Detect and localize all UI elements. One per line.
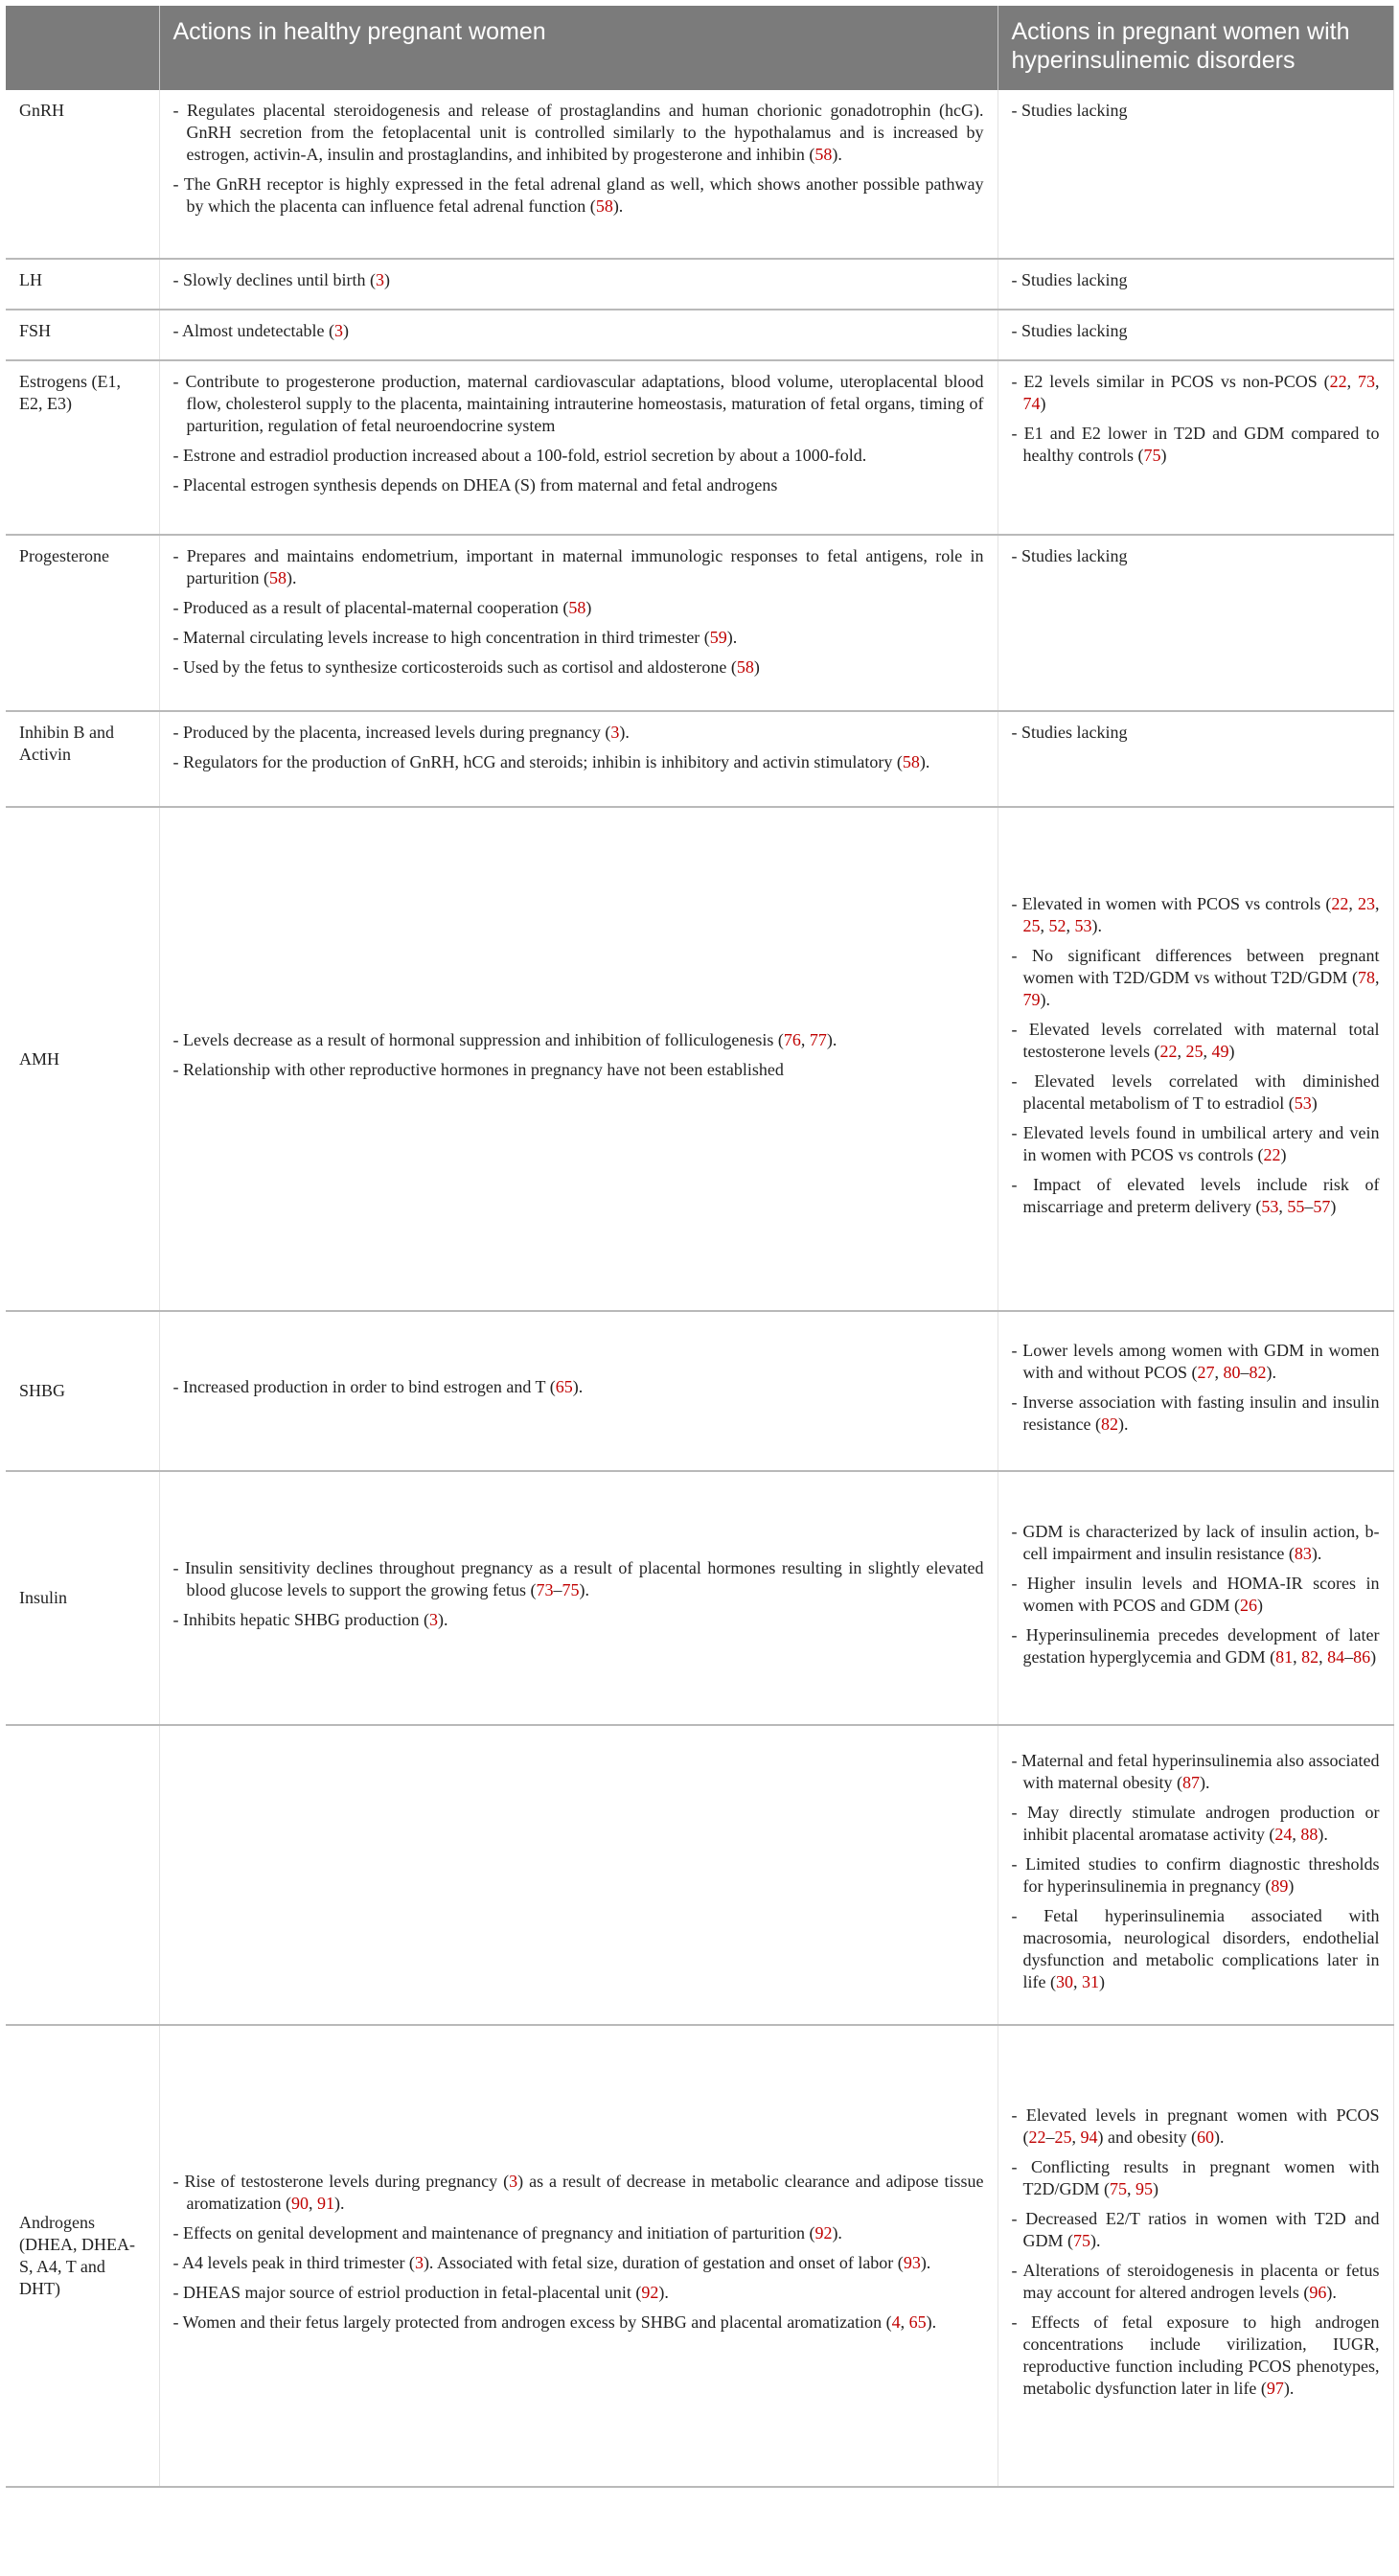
citation-link[interactable]: 81 [1275, 1646, 1294, 1667]
citation-link[interactable]: 3 [375, 270, 384, 289]
citation-link[interactable]: 90 [290, 2194, 309, 2213]
hyperinsulinemic-actions-cell [998, 1311, 1393, 1471]
citation-link[interactable]: 55 [1287, 1196, 1305, 1216]
table-row [6, 1311, 1393, 1471]
citation-link[interactable]: 58 [814, 145, 833, 164]
citation-link[interactable]: 58 [736, 657, 754, 677]
list-item: - Placental estrogen synthesis depends on DHEA (S) from maternal and fetal androgens [172, 475, 778, 494]
list-item: - May directly stimulate androgen production or inhibit placental aromatase activity (24, 88). [1011, 1802, 1380, 1844]
list-item: - Limited studies to confirm diagnostic thresholds for hyperinsulinemia in pregnancy (89) [1011, 1853, 1380, 1896]
citation-link[interactable]: 58 [568, 598, 586, 617]
citation-link[interactable]: 3 [414, 2253, 424, 2272]
citation-link[interactable]: 24 [1274, 1824, 1293, 1844]
hyperinsulinemic-actions-cell [998, 1471, 1393, 1725]
citation-link[interactable]: 88 [1300, 1824, 1319, 1844]
list-item: - Studies lacking [1011, 270, 1128, 289]
hyperinsulinemic-actions-cell [998, 807, 1393, 1311]
list-item: - Insulin sensitivity declines throughout pregnancy as a result of placental hormones resulting in slightly elevated blood glucose levels to support the growing fetus (73–75). [172, 1558, 984, 1599]
healthy-actions-cell [159, 1471, 998, 1725]
list-item: - Conflicting results in pregnant women with T2D/GDM (75, 95) [1011, 2157, 1380, 2198]
list-item: - Used by the fetus to synthesize corticosteroids such as cortisol and aldosterone (58) [172, 657, 760, 677]
table-row [6, 90, 1393, 259]
list-item: - Elevated in women with PCOS vs controls (22, 23, 25, 52, 53). [1011, 893, 1380, 935]
hyperinsulinemic-actions-cell [998, 90, 1393, 259]
citation-link[interactable]: 82 [1249, 1362, 1267, 1382]
citation-link[interactable]: 65 [555, 1377, 573, 1396]
citation-link[interactable]: 58 [595, 196, 613, 216]
table-row [6, 1725, 1393, 2025]
table-header-row [6, 6, 1393, 90]
hyperinsulinemic-actions-cell [998, 535, 1393, 711]
citation-link[interactable]: 49 [1211, 1041, 1229, 1061]
citation-link[interactable]: 3 [610, 723, 620, 742]
citation-link[interactable]: 53 [1074, 915, 1092, 935]
table-row [6, 1471, 1393, 1725]
hormone-cell: LH [6, 259, 159, 310]
list-item: - Lower levels among women with GDM in women with and without PCOS (27, 80–82). [1011, 1340, 1380, 1382]
citation-link[interactable]: 58 [902, 752, 920, 771]
list-item: - A4 levels peak in third trimester (3). Associated with fetal size, duration of gestation and onset of labor (93). [172, 2253, 931, 2272]
list-item: - Studies lacking [1011, 546, 1128, 565]
list-item: - Regulates placental steroidogenesis and release of prostaglandins and human chorionic gonadotrophin (hcG). GnRH secretion from the fetoplacental unit is controlled similarly to the hypothalamus and is increased by estrogen, activin-A, insulin and prostaglandins, and inhibited by progesterone and inhibin (58). [172, 101, 984, 164]
citation-link[interactable]: 25 [1022, 915, 1041, 935]
list-item: - The GnRH receptor is highly expressed in the fetal adrenal gland as well, which shows another possible pathway by which the placenta can influence fetal adrenal function (58). [172, 174, 984, 216]
list-item: - Regulators for the production of GnRH, hCG and steroids; inhibin is inhibitory and activin stimulatory (58). [172, 752, 930, 771]
hyperinsulinemic-actions-cell [998, 360, 1393, 535]
citation-link[interactable]: 96 [1309, 2283, 1327, 2302]
list-item: - Maternal circulating levels increase to high concentration in third trimester (59). [172, 628, 738, 647]
list-item: - Prepares and maintains endometrium, important in maternal immunologic responses to fetal antigens, role in parturition (58). [172, 546, 984, 587]
citation-link[interactable]: 3 [428, 1610, 438, 1629]
hormone-cell: FSH [6, 310, 159, 360]
list-item: - Effects on genital development and maintenance of pregnancy and initiation of parturition (92). [172, 2223, 842, 2242]
hormone-cell [6, 1725, 159, 2025]
list-item: - Inverse association with fasting insulin and insulin resistance (82). [1011, 1392, 1380, 1434]
citation-link[interactable]: 22 [1331, 893, 1349, 913]
citation-link[interactable]: 82 [1301, 1646, 1319, 1667]
citation-link[interactable]: 59 [709, 628, 727, 647]
list-item: - Rise of testosterone levels during pregnancy (3) as a result of decrease in metabolic clearance and adipose tissue aromatization (90, 91). [172, 2172, 984, 2213]
hormone-table [6, 6, 1394, 2488]
list-item: - Contribute to progesterone production, maternal cardiovascular adaptations, blood volume, uteroplacental blood flow, cholesterol supply to the placenta, maintaining intrauterine homeostasis, maturation of fetal organs, timing of parturition, regulation of fetal neuroendocrine system [172, 372, 984, 435]
hormone-cell: Estrogens (E1, E2, E3) [6, 360, 159, 535]
citation-link[interactable]: 78 [1358, 967, 1375, 987]
citation-link[interactable]: 89 [1271, 1875, 1289, 1896]
list-item: - Higher insulin levels and HOMA-IR scores in women with PCOS and GDM (26) [1011, 1573, 1380, 1615]
healthy-actions-cell [159, 310, 998, 360]
list-item: - Maternal and fetal hyperinsulinemia also associated with maternal obesity (87). [1011, 1750, 1380, 1792]
citation-link[interactable]: 57 [1313, 1196, 1331, 1216]
list-item: - Impact of elevated levels include risk of miscarriage and preterm delivery (53, 55–57) [1011, 1174, 1380, 1216]
list-item: - No significant differences between pregnant women with T2D/GDM vs without T2D/GDM (78, 79). [1011, 945, 1380, 1009]
citation-link[interactable]: 97 [1266, 2379, 1284, 2398]
table-row [6, 807, 1393, 1311]
citation-link[interactable]: 30 [1055, 1971, 1073, 1991]
citation-link[interactable]: 79 [1022, 989, 1041, 1009]
table-row [6, 711, 1393, 807]
citation-link[interactable]: 52 [1048, 915, 1066, 935]
citation-link[interactable]: 80 [1223, 1362, 1241, 1382]
citation-link[interactable]: 53 [1294, 1092, 1312, 1113]
list-item: - Elevated levels found in umbilical artery and vein in women with PCOS vs controls (22) [1011, 1122, 1380, 1164]
list-item: - Produced as a result of placental-maternal cooperation (58) [172, 598, 592, 617]
healthy-actions-cell [159, 535, 998, 711]
list-item: - Studies lacking [1011, 321, 1128, 340]
citation-link[interactable]: 25 [1185, 1041, 1204, 1061]
list-item: - Slowly declines until birth (3) [172, 270, 390, 289]
citation-link[interactable]: 76 [783, 1030, 801, 1049]
citation-link[interactable]: 31 [1081, 1971, 1099, 1991]
healthy-actions-cell [159, 360, 998, 535]
healthy-actions-cell [159, 90, 998, 259]
list-item: - Fetal hyperinsulinemia associated with macrosomia, neurological disorders, endothelial dysfunction and metabolic complications later in life (30, 31) [1011, 1905, 1380, 1991]
citation-link[interactable]: 3 [509, 2172, 518, 2191]
citation-link[interactable]: 92 [641, 2283, 659, 2302]
citation-link[interactable]: 65 [908, 2312, 927, 2332]
table-row [6, 360, 1393, 535]
citation-link[interactable]: 75 [1110, 2179, 1127, 2198]
citation-link[interactable]: 22 [1263, 1144, 1281, 1164]
list-item: - Studies lacking [1011, 101, 1128, 120]
citation-link[interactable]: 25 [1054, 2128, 1072, 2147]
hormone-cell: GnRH [6, 90, 159, 259]
list-item: - Increased production in order to bind estrogen and T (65). [172, 1377, 584, 1396]
citation-link[interactable]: 86 [1353, 1646, 1371, 1667]
list-item: - Levels decrease as a result of hormonal suppression and inhibition of folliculogenesis (76, 77). [172, 1030, 837, 1049]
citation-link[interactable]: 73 [536, 1580, 554, 1599]
citation-link[interactable]: 58 [268, 568, 287, 587]
citation-link[interactable]: 77 [809, 1030, 827, 1049]
citation-link[interactable]: 26 [1240, 1595, 1258, 1615]
citation-link[interactable]: 23 [1358, 893, 1376, 913]
citation-link[interactable]: 75 [1143, 446, 1161, 465]
list-item: - Almost undetectable (3) [172, 321, 349, 340]
list-item: - Women and their fetus largely protected from androgen excess by SHBG and placental aromatization (4, 65). [172, 2312, 937, 2332]
hormone-cell: Insulin [6, 1471, 159, 1725]
healthy-actions-cell [159, 1311, 998, 1471]
list-item: - Inhibits hepatic SHBG production (3). [172, 1610, 448, 1629]
list-item: - Elevated levels correlated with maternal total testosterone levels (22, 25, 49) [1011, 1019, 1380, 1061]
citation-link[interactable]: 4 [891, 2312, 901, 2332]
citation-link[interactable]: 75 [562, 1580, 580, 1599]
citation-link[interactable]: 22 [1028, 2128, 1046, 2147]
list-item: - Elevated levels correlated with diminished placental metabolism of T to estradiol (53) [1011, 1070, 1380, 1113]
hyperinsulinemic-actions-cell [998, 310, 1393, 360]
hormone-cell: Inhibin B and Activin [6, 711, 159, 807]
citation-link[interactable]: 95 [1135, 2179, 1153, 2198]
citation-link[interactable]: 60 [1196, 2128, 1214, 2147]
list-item: - Effects of fetal exposure to high androgen concentrations include virilization, IUGR, reproductive function including PCOS phenotypes, metabolic dysfunction later in life (97). [1011, 2312, 1380, 2398]
hormone-cell: AMH [6, 807, 159, 1311]
hyperinsulinemic-actions-cell [998, 259, 1393, 310]
citation-link[interactable]: 53 [1261, 1196, 1279, 1216]
citation-link[interactable]: 27 [1197, 1362, 1215, 1382]
citation-link[interactable]: 94 [1080, 2128, 1098, 2147]
citation-link[interactable]: 73 [1358, 372, 1376, 391]
healthy-actions-cell [159, 807, 998, 1311]
header-healthy: Actions in healthy pregnant women [159, 6, 998, 90]
table-row [6, 2025, 1393, 2487]
healthy-actions-cell [159, 711, 998, 807]
list-item: - Elevated levels in pregnant women with PCOS (22–25, 94) and obesity (60). [1011, 2105, 1380, 2147]
hormone-cell: Progesterone [6, 535, 159, 711]
citation-link[interactable]: 75 [1073, 2231, 1090, 2250]
citation-link[interactable]: 84 [1327, 1646, 1345, 1667]
list-item: - Hyperinsulinemia precedes development of later gestation hyperglycemia and GDM (81, 82, 84–86) [1011, 1624, 1380, 1667]
hormone-cell: SHBG [6, 1311, 159, 1471]
citation-link[interactable]: 83 [1294, 1543, 1312, 1563]
list-item: - Relationship with other reproductive hormones in pregnancy have not been established [172, 1060, 784, 1079]
citation-link[interactable]: 92 [814, 2223, 833, 2242]
table-row [6, 259, 1393, 310]
list-item: - Produced by the placenta, increased levels during pregnancy (3). [172, 723, 630, 742]
table-row [6, 310, 1393, 360]
hyperinsulinemic-actions-cell [998, 2025, 1393, 2487]
list-item: - E1 and E2 lower in T2D and GDM compared to healthy controls (75) [1011, 424, 1380, 465]
citation-link[interactable]: 3 [333, 321, 343, 340]
header-hormone [6, 6, 159, 90]
healthy-actions-cell [159, 2025, 998, 2487]
citation-link[interactable]: 91 [316, 2194, 334, 2213]
healthy-actions-cell [159, 1725, 998, 2025]
list-item: - DHEAS major source of estriol production in fetal-placental unit (92). [172, 2283, 669, 2302]
hyperinsulinemic-actions-cell [998, 711, 1393, 807]
citation-link[interactable]: 82 [1100, 1414, 1118, 1434]
citation-link[interactable]: 93 [903, 2253, 921, 2272]
table-row [6, 535, 1393, 711]
citation-link[interactable]: 74 [1022, 394, 1041, 413]
citation-link[interactable]: 87 [1181, 1772, 1200, 1792]
hyperinsulinemic-actions-cell [998, 1725, 1393, 2025]
list-item: - Decreased E2/T ratios in women with T2D and GDM (75). [1011, 2209, 1380, 2250]
list-item: - GDM is characterized by lack of insulin action, b-cell impairment and insulin resistance (83). [1011, 1521, 1380, 1563]
list-item: - Studies lacking [1011, 723, 1128, 742]
healthy-actions-cell [159, 259, 998, 310]
list-item: - E2 levels similar in PCOS vs non-PCOS (22, 73, 74) [1011, 372, 1380, 413]
citation-link[interactable]: 22 [1329, 372, 1347, 391]
header-hyperinsulinemic: Actions in pregnant women with hyperinsulinemic disorders [998, 6, 1393, 90]
list-item: - Estrone and estradiol production increased about a 100-fold, estriol secretion by about a 1000-fold. [172, 446, 867, 465]
hormone-cell: Androgens (DHEA, DHEA-S, A4, T and DHT) [6, 2025, 159, 2487]
list-item: - Alterations of steroidogenesis in placenta or fetus may account for altered androgen levels (96). [1011, 2261, 1380, 2302]
citation-link[interactable]: 22 [1159, 1041, 1178, 1061]
